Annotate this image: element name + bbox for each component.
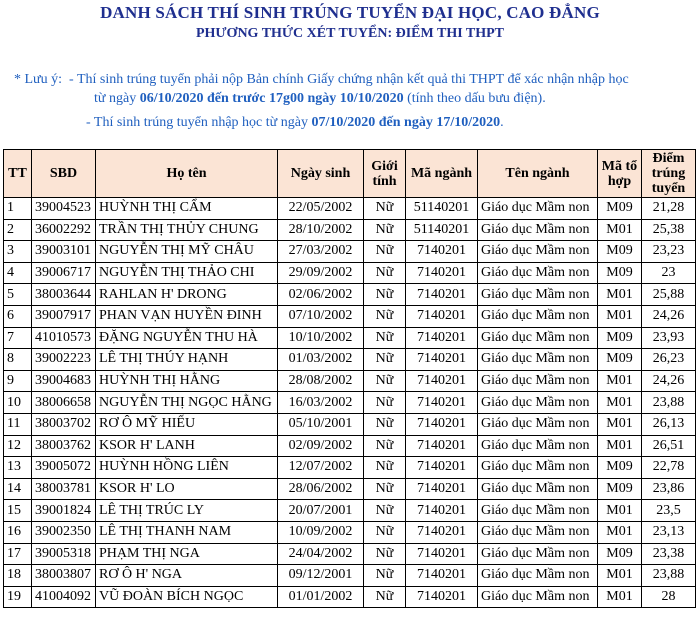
table-row [4,521,696,543]
cell-col-name: RƠ Ô H' NGA [96,565,278,587]
cell-col-major-name: Giáo dục Mầm non [478,262,598,284]
cell-col-gender: Nữ [364,500,406,522]
cell-col-score: 23,93 [642,327,696,349]
cell-col-sbd: 39002350 [32,521,96,543]
cell-col-tt: 11 [4,413,32,435]
header-col-dob: Ngày sinh [278,150,364,198]
cell-col-sbd: 39005072 [32,457,96,479]
cell-col-score: 25,38 [642,219,696,241]
cell-col-score: 23,38 [642,543,696,565]
cell-col-combo: M09 [598,478,642,500]
cell-col-name: NGUYỄN THỊ THẢO CHI [96,262,278,284]
cell-col-gender: Nữ [364,305,406,327]
table-row [4,198,696,220]
cell-col-sbd: 38003644 [32,284,96,306]
cell-col-score: 25,88 [642,284,696,306]
cell-col-major-name: Giáo dục Mầm non [478,435,598,457]
cell-col-dob: 09/12/2001 [278,565,364,587]
table-row [4,457,696,479]
cell-col-major-name: Giáo dục Mầm non [478,370,598,392]
cell-col-combo: M09 [598,349,642,371]
cell-col-gender: Nữ [364,392,406,414]
cell-col-score: 24,26 [642,370,696,392]
cell-col-dob: 01/03/2002 [278,349,364,371]
cell-col-score: 23,86 [642,478,696,500]
cell-col-tt: 18 [4,565,32,587]
cell-col-score: 22,78 [642,457,696,479]
cell-col-combo: M09 [598,543,642,565]
cell-col-sbd: 39001824 [32,500,96,522]
cell-col-score: 26,51 [642,435,696,457]
cell-col-combo: M09 [598,327,642,349]
cell-col-gender: Nữ [364,457,406,479]
cell-col-gender: Nữ [364,327,406,349]
cell-col-gender: Nữ [364,413,406,435]
table-row [4,392,696,414]
table-row [4,586,696,608]
table-row [4,262,696,284]
cell-col-major-code: 7140201 [406,349,478,371]
cell-col-name: KSOR H' LANH [96,435,278,457]
cell-col-sbd: 39002223 [32,349,96,371]
cell-col-tt: 12 [4,435,32,457]
cell-col-combo: M01 [598,370,642,392]
cell-col-score: 23,88 [642,392,696,414]
cell-col-name: LÊ THỊ THANH NAM [96,521,278,543]
cell-col-major-code: 7140201 [406,500,478,522]
cell-col-score: 23,88 [642,565,696,587]
cell-col-name: RAHLAN H' DRONG [96,284,278,306]
cell-col-major-code: 7140201 [406,565,478,587]
cell-col-combo: M01 [598,500,642,522]
note-line-2-suffix: (tính theo dấu bưu điện). [407,91,546,106]
cell-col-gender: Nữ [364,198,406,220]
cell-col-combo: M01 [598,413,642,435]
note-line-3 [86,113,504,132]
table-row [4,413,696,435]
table-row [4,241,696,263]
table-row [4,500,696,522]
document-title: DANH SÁCH THÍ SINH TRÚNG TUYỂN ĐẠI HỌC, CAO ĐẲNG [100,3,600,22]
cell-col-sbd: 36002292 [32,219,96,241]
header-col-combo: Mã tổ hợp [598,150,642,198]
cell-col-sbd: 38003781 [32,478,96,500]
cell-col-major-code: 7140201 [406,327,478,349]
cell-col-dob: 27/03/2002 [278,241,364,263]
table-row [4,565,696,587]
cell-col-gender: Nữ [364,478,406,500]
cell-col-name: VŨ ĐOÀN BÍCH NGỌC [96,586,278,608]
cell-col-major-code: 7140201 [406,262,478,284]
cell-col-tt: 15 [4,500,32,522]
cell-col-dob: 24/04/2002 [278,543,364,565]
header-col-major-name: Tên ngành [478,150,598,198]
header-col-gender: Giới tính [364,150,406,198]
note-label: * Lưu ý: [14,72,63,87]
cell-col-combo: M01 [598,586,642,608]
cell-col-gender: Nữ [364,586,406,608]
table-row [4,327,696,349]
note-line-1 [14,70,629,89]
cell-col-dob: 28/06/2002 [278,478,364,500]
cell-col-tt: 5 [4,284,32,306]
cell-col-score: 24,26 [642,305,696,327]
cell-col-major-name: Giáo dục Mầm non [478,241,598,263]
cell-col-name: HUỲNH HỒNG LIÊN [96,457,278,479]
note-line-2-dates: 06/10/2020 đến trước 17g00 ngày 10/10/2020 [139,91,404,106]
table-row [4,478,696,500]
cell-col-major-name: Giáo dục Mầm non [478,500,598,522]
cell-col-gender: Nữ [364,543,406,565]
cell-col-major-name: Giáo dục Mầm non [478,565,598,587]
cell-col-dob: 28/10/2002 [278,219,364,241]
header-col-name: Họ tên [96,150,278,198]
cell-col-dob: 07/10/2002 [278,305,364,327]
cell-col-tt: 2 [4,219,32,241]
table-row [4,435,696,457]
cell-col-sbd: 41010573 [32,327,96,349]
cell-col-major-code: 7140201 [406,413,478,435]
cell-col-score: 23,13 [642,521,696,543]
cell-col-sbd: 39004683 [32,370,96,392]
cell-col-dob: 05/10/2001 [278,413,364,435]
table-body [4,198,696,608]
cell-col-tt: 14 [4,478,32,500]
cell-col-major-code: 7140201 [406,392,478,414]
cell-col-tt: 4 [4,262,32,284]
header-col-score: Điểm trúng tuyển [642,150,696,198]
note-line-1-text: - Thí sinh trúng tuyển phải nộp Bản chính Giấy chứng nhận kết quả thi THPT để xác nhận nhập học [69,72,629,87]
cell-col-major-code: 7140201 [406,478,478,500]
cell-col-combo: M01 [598,284,642,306]
cell-col-tt: 16 [4,521,32,543]
cell-col-name: PHAN VẠN HUYỀN ĐINH [96,305,278,327]
cell-col-major-name: Giáo dục Mầm non [478,457,598,479]
cell-col-gender: Nữ [364,565,406,587]
cell-col-combo: M01 [598,392,642,414]
cell-col-gender: Nữ [364,262,406,284]
cell-col-name: NGUYỄN THỊ MỸ CHÂU [96,241,278,263]
cell-col-combo: M01 [598,219,642,241]
cell-col-combo: M01 [598,305,642,327]
cell-col-tt: 9 [4,370,32,392]
cell-col-score: 23 [642,262,696,284]
cell-col-dob: 29/09/2002 [278,262,364,284]
cell-col-score: 21,28 [642,198,696,220]
cell-col-combo: M01 [598,521,642,543]
note-line-3-suffix: . [500,115,504,130]
cell-col-major-name: Giáo dục Mầm non [478,327,598,349]
cell-col-name: LÊ THỊ TRÚC LY [96,500,278,522]
cell-col-dob: 28/08/2002 [278,370,364,392]
cell-col-gender: Nữ [364,349,406,371]
cell-col-sbd: 41004092 [32,586,96,608]
cell-col-tt: 10 [4,392,32,414]
cell-col-name: NGUYỄN THỊ NGỌC HẰNG [96,392,278,414]
cell-col-dob: 22/05/2002 [278,198,364,220]
cell-col-major-name: Giáo dục Mầm non [478,284,598,306]
cell-col-name: HUỲNH THỊ HẰNG [96,370,278,392]
cell-col-tt: 13 [4,457,32,479]
cell-col-major-code: 7140201 [406,370,478,392]
cell-col-name: RƠ Ô MỸ HIẾU [96,413,278,435]
cell-col-gender: Nữ [364,521,406,543]
cell-col-score: 26,13 [642,413,696,435]
note-line-3-prefix: - Thí sinh trúng tuyển nhập học từ ngày [86,115,308,130]
cell-col-major-name: Giáo dục Mầm non [478,349,598,371]
cell-col-sbd: 38003702 [32,413,96,435]
table-row [4,370,696,392]
table-row [4,305,696,327]
cell-col-major-name: Giáo dục Mầm non [478,543,598,565]
cell-col-major-code: 51140201 [406,198,478,220]
cell-col-major-name: Giáo dục Mầm non [478,392,598,414]
cell-col-tt: 8 [4,349,32,371]
cell-col-gender: Nữ [364,284,406,306]
cell-col-dob: 02/06/2002 [278,284,364,306]
cell-col-name: TRẦN THỊ THỦY CHUNG [96,219,278,241]
header-col-major-code: Mã ngành [406,150,478,198]
note-line-3-dates: 07/10/2020 đến ngày 17/10/2020 [311,115,501,130]
cell-col-tt: 1 [4,198,32,220]
cell-col-tt: 6 [4,305,32,327]
cell-col-major-name: Giáo dục Mầm non [478,521,598,543]
table-row [4,219,696,241]
cell-col-sbd: 39006717 [32,262,96,284]
cell-col-gender: Nữ [364,219,406,241]
table-row [4,284,696,306]
cell-col-sbd: 38003807 [32,565,96,587]
cell-col-name: PHẠM THỊ NGA [96,543,278,565]
cell-col-major-name: Giáo dục Mầm non [478,586,598,608]
cell-col-combo: M01 [598,565,642,587]
cell-col-sbd: 38006658 [32,392,96,414]
cell-col-gender: Nữ [364,370,406,392]
cell-col-name: ĐẶNG NGUYỄN THU HÀ [96,327,278,349]
cell-col-combo: M09 [598,457,642,479]
cell-col-major-code: 7140201 [406,586,478,608]
cell-col-major-code: 7140201 [406,543,478,565]
note-line-2 [94,89,546,108]
cell-col-major-code: 7140201 [406,457,478,479]
cell-col-score: 28 [642,586,696,608]
cell-col-combo: M09 [598,241,642,263]
cell-col-dob: 12/07/2002 [278,457,364,479]
cell-col-major-code: 7140201 [406,435,478,457]
cell-col-dob: 16/03/2002 [278,392,364,414]
cell-col-sbd: 39005318 [32,543,96,565]
cell-col-dob: 10/10/2002 [278,327,364,349]
cell-col-major-code: 7140201 [406,305,478,327]
cell-col-dob: 10/09/2002 [278,521,364,543]
cell-col-major-name: Giáo dục Mầm non [478,413,598,435]
cell-col-name: HUỲNH THỊ CẨM [96,198,278,220]
cell-col-major-code: 7140201 [406,284,478,306]
cell-col-sbd: 39003101 [32,241,96,263]
table-row [4,349,696,371]
cell-col-major-name: Giáo dục Mầm non [478,219,598,241]
cell-col-sbd: 38003762 [32,435,96,457]
cell-col-gender: Nữ [364,435,406,457]
cell-col-tt: 19 [4,586,32,608]
cell-col-score: 26,23 [642,349,696,371]
header-col-sbd: SBD [32,150,96,198]
table-row [4,543,696,565]
cell-col-tt: 17 [4,543,32,565]
admission-table [3,149,696,608]
cell-col-dob: 01/01/2002 [278,586,364,608]
cell-col-tt: 7 [4,327,32,349]
cell-col-major-name: Giáo dục Mầm non [478,198,598,220]
cell-col-major-name: Giáo dục Mầm non [478,305,598,327]
cell-col-dob: 02/09/2002 [278,435,364,457]
document-subtitle: PHƯƠNG THỨC XÉT TUYỂN: ĐIỂM THI THPT [195,26,505,41]
cell-col-sbd: 39007917 [32,305,96,327]
cell-col-score: 23,5 [642,500,696,522]
cell-col-name: KSOR H' LO [96,478,278,500]
cell-col-dob: 20/07/2001 [278,500,364,522]
cell-col-combo: M09 [598,262,642,284]
cell-col-major-code: 7140201 [406,241,478,263]
cell-col-sbd: 39004523 [32,198,96,220]
cell-col-score: 23,23 [642,241,696,263]
table-header-row [4,150,696,198]
cell-col-gender: Nữ [364,241,406,263]
cell-col-combo: M01 [598,435,642,457]
cell-col-tt: 3 [4,241,32,263]
cell-col-major-code: 7140201 [406,521,478,543]
cell-col-name: LÊ THỊ THÚY HẠNH [96,349,278,371]
cell-col-major-code: 51140201 [406,219,478,241]
cell-col-major-name: Giáo dục Mầm non [478,478,598,500]
note-line-2-prefix: từ ngày [94,91,137,106]
cell-col-combo: M09 [598,198,642,220]
header-col-tt: TT [4,150,32,198]
